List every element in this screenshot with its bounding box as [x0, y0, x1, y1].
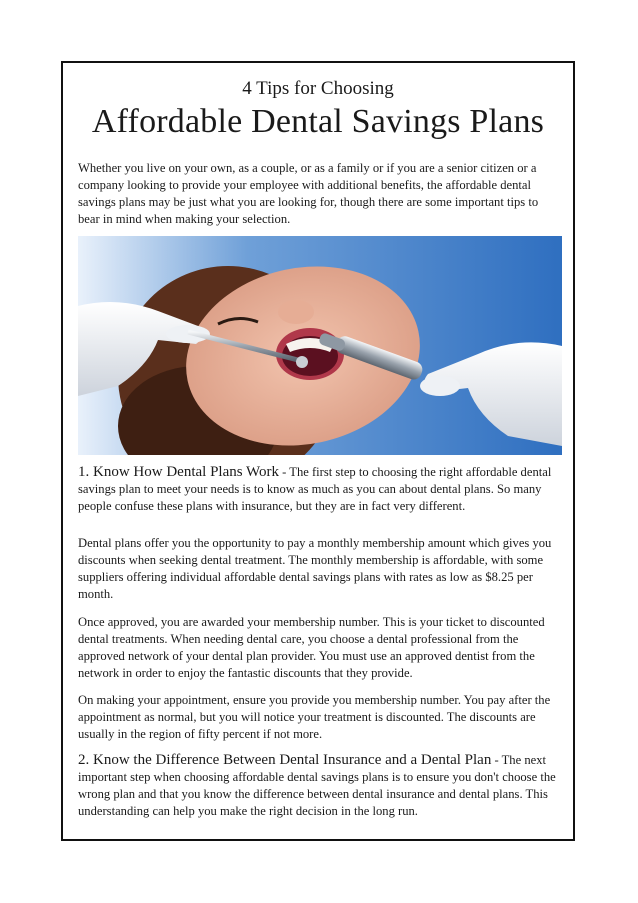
document-title: Affordable Dental Savings Plans [91, 103, 545, 140]
section-1-heading: 1. Know How Dental Plans Work [78, 464, 279, 480]
section-2-text: The next important step when choosing affordable dental savings plans is to ensure you don't choose the wrong plan and that you know the difference between dental insurance and dental plans. This understanding can help you make the right decision in the long run. [78, 753, 556, 818]
section-2-separator: - [491, 753, 502, 767]
section-1 [78, 464, 560, 515]
document-subtitle: 4 Tips for Choosing [242, 78, 394, 99]
dental-patient-photo [78, 236, 562, 455]
section-2 [78, 752, 560, 820]
section-1-separator: - [279, 465, 290, 479]
section-1-text: The first step to choosing the right affordable dental savings plan to meet your needs is to know as much as you can about dental plans. So many people confuse these plans with insurance, but they are in fact very different. [78, 465, 552, 513]
paragraph-approval: Once approved, you are awarded your membership number. This is your ticket to discounted dental treatments. When needing dental care, you choose a dental professional from the approved network of your dental plan provider. You must use an approved dentist from the network in order to enjoy the fantastic discounts that they provide. [78, 615, 545, 680]
paragraph-appointment: On making your appointment, ensure you provide you membership number. You pay after the appointment as normal, but you will notice your treatment is discounted. The discounts are usually in the region of fifty percent if not more. [78, 693, 551, 741]
section-2-heading: 2. Know the Difference Between Dental Insurance and a Dental Plan [78, 752, 492, 768]
intro-paragraph: Whether you live on your own, as a couple, or as a family or if you are a senior citizen or a company looking to provide your employee with additional benefits, the affordable dental savings plans may be just what you are looking for, though there are some important tips to bear in mind when making your selection. [78, 161, 539, 226]
paragraph-membership: Dental plans offer you the opportunity to pay a monthly membership amount which gives you discounts when seeking dental treatment. The monthly membership is affordable, with some suppliers offering individual affordable dental savings plans with rates as low as $8.25 per month. [78, 536, 552, 601]
